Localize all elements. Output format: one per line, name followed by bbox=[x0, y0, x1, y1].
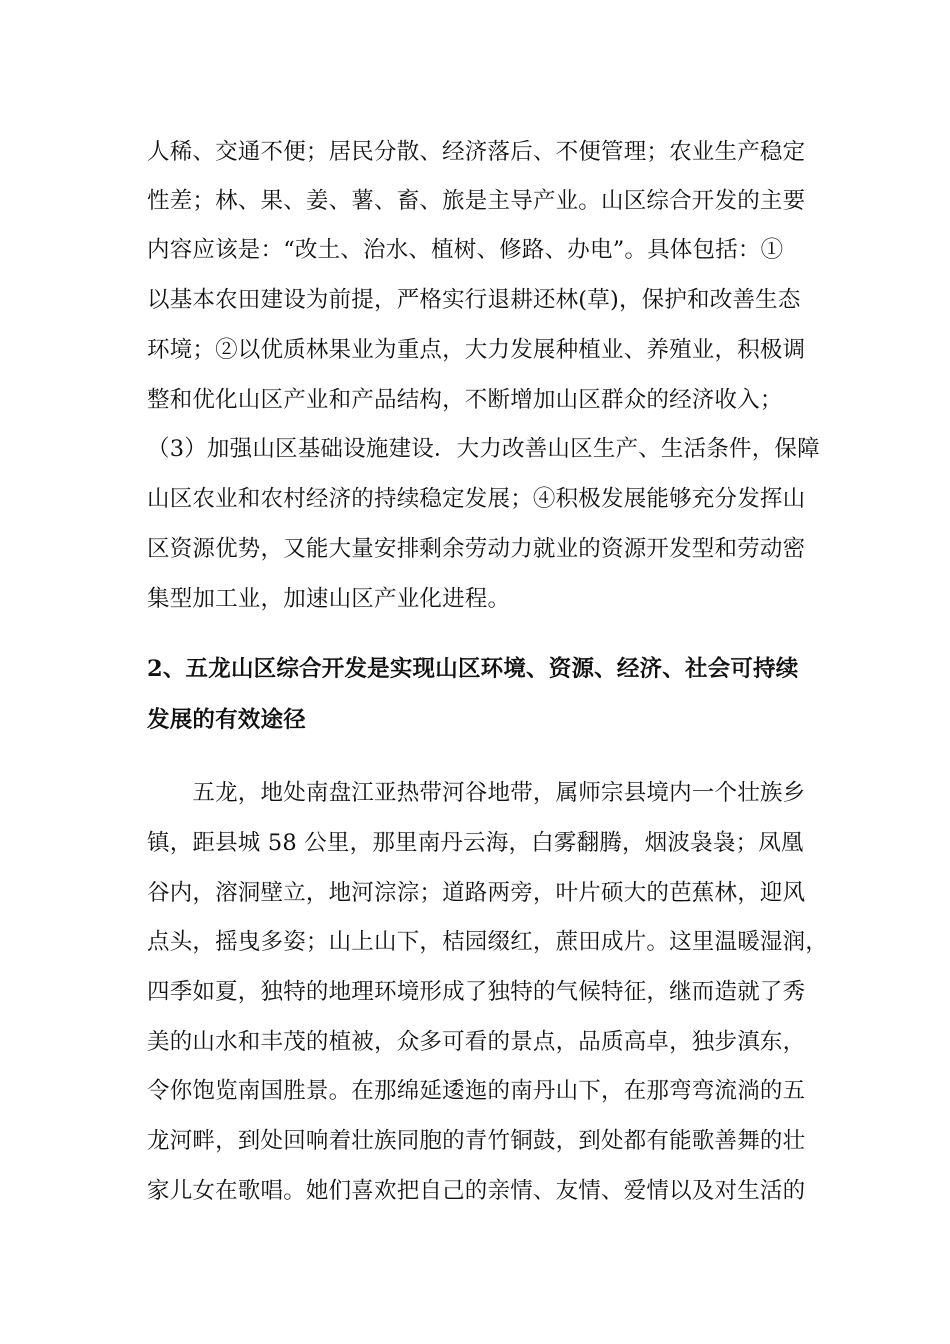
paragraph-line: 性差；林、果、姜、薯、畜、旅是主导产业。山区综合开发的主要 bbox=[147, 188, 806, 214]
paragraph-line: 五龙，地处南盘江亚热带河谷地带，属师宗县境内一个壮族乡 bbox=[147, 780, 806, 806]
section-heading: 2、五龙山区综合开发是实现山区环境、资源、经济、社会可持续 bbox=[147, 656, 799, 682]
paragraph-line: 家儿女在歌唱。她们喜欢把自己的亲情、友情、爱情以及对生活的 bbox=[147, 1178, 806, 1204]
paragraph-line: 内容应该是：“改土、治水、植树、修路、办电”。具体包括：① bbox=[147, 237, 784, 263]
paragraph-line: （3）加强山区基础设施建设．大力改善山区生产、生活条件，保障 bbox=[147, 436, 820, 462]
paragraph-line: 镇，距县城 58 公里，那里南丹云海，白雾翻腾，烟波袅袅；凤凰 bbox=[147, 830, 804, 856]
paragraph-line: 山区农业和农村经济的持续稳定发展；④积极发展能够充分发挥山 bbox=[147, 486, 806, 512]
paragraph-line: 整和优化山区产业和产品结构，不断增加山区群众的经济收入； bbox=[147, 387, 783, 413]
paragraph-line: 集型加工业，加速山区产业化进程。 bbox=[147, 586, 511, 612]
paragraph-line: 令你饱览南国胜景。在那绵延逶迤的南丹山下，在那弯弯流淌的五 bbox=[147, 1078, 806, 1104]
paragraph-line: 龙河畔，到处回响着壮族同胞的青竹铜鼓，到处都有能歌善舞的壮 bbox=[147, 1128, 806, 1154]
paragraph-line: 四季如夏，独特的地理环境形成了独特的气候特征，继而造就了秀 bbox=[147, 979, 806, 1005]
paragraph-line: 环境；②以优质林果业为重点，大力发展种植业、养殖业，积极调 bbox=[147, 337, 806, 363]
paragraph-line: 区资源优势，又能大量安排剩余劳动力就业的资源开发型和劳动密 bbox=[147, 536, 806, 562]
paragraph-line: 人稀、交通不便；居民分散、经济落后、不便管理；农业生产稳定 bbox=[147, 139, 806, 165]
section-heading: 发展的有效途径 bbox=[147, 707, 306, 733]
paragraph-line: 谷内，溶洞壁立，地河淙淙；道路两旁，叶片硕大的芭蕉林，迎风 bbox=[147, 880, 806, 906]
paragraph-line: 点头，摇曳多姿；山上山下，桔园缀红，蔗田成片。这里温暖湿润， bbox=[147, 929, 829, 955]
paragraph-line: 以基本农田建设为前提，严格实行退耕还林(草)，保护和改善生态 bbox=[147, 287, 801, 313]
paragraph-line: 美的山水和丰茂的植被，众多可看的景点，品质高卓，独步滇东， bbox=[147, 1029, 806, 1055]
